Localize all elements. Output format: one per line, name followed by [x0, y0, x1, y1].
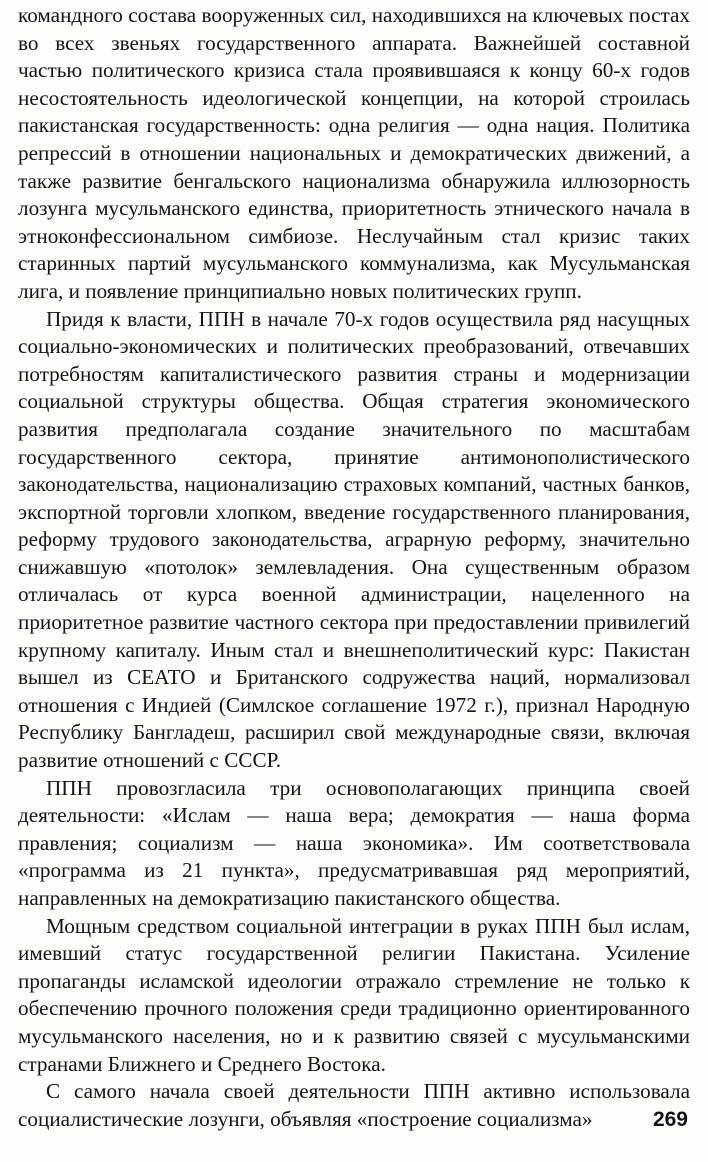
body-text — [18, 2, 690, 1133]
paragraph-ppn-principles: ППН провозгласила три основополагающих принципа своей деятельности: «Ислам — наша вера; демократия — наша форма правления; социализм — наша экономика». Им соответствовала «программа из 21 пункта», предусматривавшая ряд мероприятий, направленных на демократизацию пакистанского общества. — [18, 775, 690, 910]
paragraph-socialist-slogans: С самого начала своей деятельности ППН активно использовала социалистические лозунги, объявляя «построение социализма» — [18, 1079, 690, 1131]
paragraph-ppn-reforms: Придя к власти, ППН в начале 70-х годов осуществила ряд насущных социально-экономических и политических преобразований, отвечавших потребностям капиталистического развития страны и модернизации социальной структуры общества. Общая стратегия экономического развития предполагала создание значительного по масштабам государственного сектора, принятие антимонополистического законодательства, национализацию страховых компаний, частных банков, экспортной торговли хлопком, введение государственного планирования, реформу трудового законодательства, аграрную реформу, значительно снижавшую «потолок» землевладения. Она существенным образом отличалась от курса военной администрации, нацеленного на приоритетное развитие частного сектора при предоставлении привилегий крупному капиталу. Иным стал и внешнеполитический курс: Пакистан вышел из СЕАТО и Британского содружества наций, нормализовал отношения с Индией (Симлское соглашение 1972 г.), признал Народную Республику Бангладеш, расширил свой международные связи, включая развитие отношений с СССР. — [18, 306, 690, 773]
paragraph-islam-integration: Мощным средством социальной интеграции в руках ППН был ислам, имевший статус государственной религии Пакистана. Усиление пропаганды исламской идеологии отражало стремление не только к обеспечению прочного положения среди традиционно ориентированного мусульманского населения, но и к развитию связей с мусульманскими странами Ближнего и Среднего Востока. — [18, 913, 690, 1076]
page-number: 269 — [652, 1108, 688, 1131]
paragraph-continuation: командного состава вооруженных сил, находившихся на ключевых постах во всех звеньях государственного аппарата. Важнейшей составной частью политического кризиса стала проявившаяся к концу 60-х годов несостоятельность идеологической концепции, на которой строилась пакистанская государственность: одна религия — одна нация. Политика репрессий в отношении национальных и демократических движений, а также развитие бенгальского национализма обнаружила иллюзорность лозунга мусульманского единства, приоритетность этнического начала в этноконфессиональном симбиозе. Неслучайным стал кризис таких старинных партий мусульманского коммунализма, как Мусульманская лига, и появление принципиально новых политических групп. — [18, 3, 690, 303]
